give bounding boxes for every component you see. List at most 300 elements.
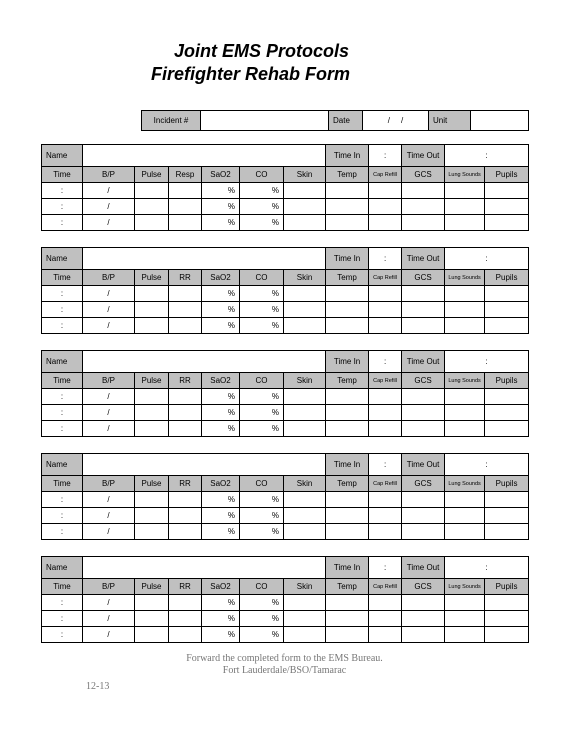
column-header: Pupils [485,167,529,183]
vitals-cell[interactable] [485,389,529,405]
vitals-cell[interactable] [485,421,529,437]
vitals-cell[interactable] [326,286,369,302]
vitals-cell[interactable] [402,405,445,421]
vitals-cell[interactable] [284,318,326,334]
column-header: Skin [284,167,326,183]
vitals-cell[interactable]: % [240,199,284,215]
column-header: Pupils [485,270,529,286]
vitals-cell[interactable] [135,286,169,302]
vitals-cell[interactable] [326,318,369,334]
column-header: Cap Refill [369,270,402,286]
vitals-cell[interactable] [284,183,326,199]
vitals-cell[interactable] [169,492,202,508]
vitals-cell[interactable] [169,286,202,302]
column-header: SaO2 [202,579,240,595]
time-in-label: Time In [326,351,369,373]
vitals-cell[interactable] [369,405,402,421]
vitals-cell[interactable]: / [83,508,135,524]
column-header: Lung Sounds [445,167,485,183]
vitals-cell[interactable] [169,524,202,540]
vitals-cell[interactable] [445,524,485,540]
vitals-cell[interactable] [445,405,485,421]
vitals-cell[interactable] [326,508,369,524]
vitals-cell[interactable] [369,318,402,334]
vitals-cell[interactable] [135,492,169,508]
vitals-cell[interactable] [135,627,169,643]
time-out-label: Time Out [402,557,445,579]
vitals-cell[interactable]: % [202,627,240,643]
column-header: CO [240,167,284,183]
vitals-cell[interactable] [445,318,485,334]
vitals-row [42,611,529,627]
vitals-cell[interactable] [485,595,529,611]
date-label: Date [329,111,363,131]
vitals-cell[interactable] [445,215,485,231]
vitals-cell[interactable]: % [240,421,284,437]
vitals-cell[interactable] [284,286,326,302]
name-field[interactable] [83,145,326,167]
name-field[interactable] [83,557,326,579]
vitals-cell[interactable] [369,524,402,540]
column-header: GCS [402,373,445,389]
time-in-field[interactable]: : [369,454,402,476]
column-header: CO [240,579,284,595]
column-header: Pulse [135,579,169,595]
vitals-section [41,247,529,334]
vitals-cell[interactable]: % [202,318,240,334]
vitals-cell[interactable] [369,389,402,405]
column-header: Pupils [485,373,529,389]
column-header: Pulse [135,373,169,389]
vitals-cell[interactable] [326,405,369,421]
incident-number-field[interactable] [201,111,329,131]
vitals-cell[interactable]: : [42,421,83,437]
column-header: Temp [326,167,369,183]
form-revision-code: 12-13 [86,681,110,692]
time-in-field[interactable]: : [369,248,402,270]
column-header: Lung Sounds [445,373,485,389]
vitals-cell[interactable]: : [42,183,83,199]
time-in-field[interactable]: : [369,351,402,373]
vitals-cell[interactable]: % [240,286,284,302]
time-out-label: Time Out [402,351,445,373]
name-label: Name [42,145,83,167]
vitals-cell[interactable] [445,492,485,508]
vitals-cell[interactable]: % [240,389,284,405]
column-header: Pupils [485,579,529,595]
vitals-cell[interactable] [445,199,485,215]
column-header: Skin [284,373,326,389]
vitals-cell[interactable] [369,286,402,302]
vitals-cell[interactable] [485,318,529,334]
vitals-cell[interactable]: : [42,286,83,302]
vitals-cell[interactable]: / [83,302,135,318]
vitals-row [42,389,529,405]
vitals-cell[interactable]: : [42,389,83,405]
column-header: Temp [326,476,369,492]
column-header: Time [42,476,83,492]
vitals-cell[interactable] [135,421,169,437]
time-out-field[interactable]: : [445,351,529,373]
vitals-cell[interactable] [369,492,402,508]
name-label: Name [42,454,83,476]
vitals-cell[interactable] [135,389,169,405]
column-header: Time [42,270,83,286]
vitals-section [41,144,529,231]
column-header: Lung Sounds [445,579,485,595]
vitals-cell[interactable] [169,595,202,611]
vitals-cell[interactable]: % [202,199,240,215]
vitals-cell[interactable] [369,627,402,643]
vitals-cell[interactable]: / [83,524,135,540]
column-header: Pulse [135,476,169,492]
column-header: Pupils [485,476,529,492]
vitals-cell[interactable]: / [83,318,135,334]
column-header: GCS [402,476,445,492]
vitals-cell[interactable] [445,302,485,318]
vitals-cell[interactable]: : [42,595,83,611]
column-header: GCS [402,579,445,595]
vitals-cell[interactable] [485,492,529,508]
vitals-cell[interactable] [445,508,485,524]
vitals-cell[interactable] [402,199,445,215]
vitals-cell[interactable]: : [42,302,83,318]
vitals-cell[interactable]: % [240,627,284,643]
vitals-row [42,215,529,231]
vitals-cell[interactable]: / [83,389,135,405]
vitals-cell[interactable]: % [240,611,284,627]
vitals-cell[interactable] [135,524,169,540]
vitals-cell[interactable] [402,318,445,334]
vitals-cell[interactable]: / [83,215,135,231]
column-header: CO [240,270,284,286]
vitals-cell[interactable]: % [202,215,240,231]
column-header: Pulse [135,167,169,183]
vitals-cell[interactable]: / [83,286,135,302]
column-header: Temp [326,579,369,595]
vitals-cell[interactable]: : [42,611,83,627]
vitals-cell[interactable] [284,492,326,508]
column-header: Lung Sounds [445,476,485,492]
vitals-cell[interactable] [169,215,202,231]
vitals-cell[interactable] [169,389,202,405]
vitals-cell[interactable] [445,421,485,437]
vitals-section [41,453,529,540]
vitals-cell[interactable] [135,199,169,215]
vitals-row [42,492,529,508]
vitals-cell[interactable] [135,508,169,524]
vitals-cell[interactable] [284,627,326,643]
vitals-cell[interactable] [445,595,485,611]
vitals-cell[interactable]: % [202,611,240,627]
column-header: Skin [284,476,326,492]
vitals-cell[interactable] [485,611,529,627]
unit-label: Unit [429,111,471,131]
vitals-cell[interactable] [402,595,445,611]
column-header: Temp [326,270,369,286]
vitals-cell[interactable]: % [240,318,284,334]
column-header: Time [42,373,83,389]
time-in-label: Time In [326,454,369,476]
column-header: RR [169,579,202,595]
vitals-cell[interactable] [284,421,326,437]
vitals-cell[interactable]: % [202,595,240,611]
vitals-cell[interactable] [402,421,445,437]
time-in-field[interactable]: : [369,557,402,579]
name-label: Name [42,248,83,270]
vitals-row [42,302,529,318]
column-header: Resp [169,167,202,183]
column-header: B/P [83,270,135,286]
vitals-row [42,286,529,302]
column-header: Time [42,167,83,183]
vitals-cell[interactable] [326,302,369,318]
vitals-cell[interactable]: % [202,302,240,318]
vitals-section [41,350,529,437]
name-field[interactable] [83,454,326,476]
column-header: Cap Refill [369,579,402,595]
vitals-cell[interactable]: % [240,524,284,540]
vitals-cell[interactable] [169,421,202,437]
vitals-cell[interactable] [326,215,369,231]
vitals-cell[interactable] [485,627,529,643]
vitals-section [41,556,529,643]
vitals-cell[interactable] [169,611,202,627]
vitals-cell[interactable] [284,199,326,215]
vitals-cell[interactable] [284,595,326,611]
column-header: CO [240,373,284,389]
vitals-cell[interactable] [135,595,169,611]
vitals-cell[interactable] [369,302,402,318]
vitals-cell[interactable] [485,302,529,318]
vitals-row [42,524,529,540]
column-header: B/P [83,167,135,183]
vitals-cell[interactable] [485,508,529,524]
vitals-cell[interactable] [326,183,369,199]
vitals-cell[interactable]: / [83,611,135,627]
vitals-row [42,405,529,421]
column-header: Cap Refill [369,373,402,389]
vitals-cell[interactable] [445,286,485,302]
time-out-label: Time Out [402,248,445,270]
column-header: SaO2 [202,167,240,183]
column-header: Lung Sounds [445,270,485,286]
vitals-cell[interactable] [135,405,169,421]
name-label: Name [42,557,83,579]
vitals-cell[interactable] [445,627,485,643]
time-out-label: Time Out [402,454,445,476]
vitals-cell[interactable] [369,421,402,437]
vitals-cell[interactable]: % [202,286,240,302]
vitals-cell[interactable]: % [202,421,240,437]
column-header: Cap Refill [369,476,402,492]
name-field[interactable] [83,248,326,270]
vitals-cell[interactable] [485,286,529,302]
column-header: GCS [402,270,445,286]
vitals-cell[interactable] [402,389,445,405]
vitals-cell[interactable] [169,318,202,334]
vitals-cell[interactable] [326,595,369,611]
vitals-cell[interactable]: / [83,595,135,611]
vitals-cell[interactable] [169,183,202,199]
time-in-label: Time In [326,145,369,167]
column-header: Skin [284,270,326,286]
vitals-cell[interactable] [369,199,402,215]
vitals-cell[interactable] [402,508,445,524]
time-in-label: Time In [326,557,369,579]
time-out-field[interactable]: : [445,454,529,476]
column-header: SaO2 [202,476,240,492]
vitals-cell[interactable] [169,627,202,643]
column-header: RR [169,476,202,492]
vitals-cell[interactable]: / [83,405,135,421]
vitals-cell[interactable] [445,611,485,627]
vitals-cell[interactable] [169,199,202,215]
vitals-row [42,595,529,611]
name-field[interactable] [83,351,326,373]
vitals-cell[interactable] [326,492,369,508]
time-in-label: Time In [326,248,369,270]
vitals-cell[interactable] [326,627,369,643]
date-field[interactable]: / / [363,111,429,131]
vitals-cell[interactable] [402,627,445,643]
vitals-cell[interactable]: / [83,627,135,643]
vitals-cell[interactable] [169,302,202,318]
time-out-label: Time Out [402,145,445,167]
vitals-cell[interactable] [485,524,529,540]
vitals-cell[interactable]: % [240,492,284,508]
vitals-cell[interactable]: % [202,183,240,199]
vitals-cell[interactable] [485,183,529,199]
column-header: B/P [83,476,135,492]
vitals-cell[interactable] [326,611,369,627]
column-header: Temp [326,373,369,389]
column-header: SaO2 [202,373,240,389]
vitals-row [42,508,529,524]
column-header: SaO2 [202,270,240,286]
vitals-cell[interactable] [402,524,445,540]
vitals-cell[interactable] [326,199,369,215]
vitals-cell[interactable] [402,302,445,318]
column-header: CO [240,476,284,492]
vitals-cell[interactable]: % [202,405,240,421]
vitals-row [42,199,529,215]
vitals-cell[interactable] [369,183,402,199]
vitals-cell[interactable] [485,199,529,215]
vitals-cell[interactable]: % [240,405,284,421]
column-header: Time [42,579,83,595]
vitals-cell[interactable] [284,405,326,421]
vitals-cell[interactable]: : [42,524,83,540]
vitals-cell[interactable]: % [202,389,240,405]
vitals-cell[interactable]: % [240,302,284,318]
time-in-field[interactable]: : [369,145,402,167]
vitals-cell[interactable]: : [42,508,83,524]
vitals-cell[interactable]: : [42,405,83,421]
column-header: Cap Refill [369,167,402,183]
footer-agencies: Fort Lauderdale/BSO/Tamarac [222,665,347,676]
vitals-cell[interactable] [445,389,485,405]
vitals-cell[interactable]: : [42,492,83,508]
vitals-cell[interactable] [369,508,402,524]
form-title-line-1: Joint EMS Protocols [174,41,350,61]
vitals-cell[interactable] [284,215,326,231]
vitals-cell[interactable] [169,508,202,524]
vitals-cell[interactable]: % [202,524,240,540]
vitals-row [42,627,529,643]
vitals-cell[interactable] [485,215,529,231]
incident-header-table [141,110,529,131]
column-header: Pulse [135,270,169,286]
vitals-cell[interactable] [135,302,169,318]
vitals-cell[interactable]: % [202,492,240,508]
vitals-row [42,183,529,199]
vitals-cell[interactable]: : [42,199,83,215]
vitals-cell[interactable]: % [240,508,284,524]
vitals-cell[interactable] [485,405,529,421]
vitals-cell[interactable]: / [83,421,135,437]
vitals-cell[interactable]: / [83,492,135,508]
vitals-cell[interactable] [284,389,326,405]
incident-number-label: Incident # [142,111,201,131]
vitals-cell[interactable] [445,183,485,199]
vitals-cell[interactable] [369,611,402,627]
column-header: RR [169,373,202,389]
vitals-cell[interactable] [169,405,202,421]
vitals-cell[interactable] [402,286,445,302]
vitals-cell[interactable]: % [240,215,284,231]
vitals-cell[interactable] [135,215,169,231]
vitals-cell[interactable]: / [83,183,135,199]
vitals-cell[interactable] [135,318,169,334]
vitals-cell[interactable]: % [202,508,240,524]
time-out-field[interactable]: : [445,145,529,167]
vitals-cell[interactable] [369,215,402,231]
name-label: Name [42,351,83,373]
footer-instruction: Forward the completed form to the EMS Bureau. [186,653,383,664]
column-header: Skin [284,579,326,595]
vitals-cell[interactable] [402,611,445,627]
vitals-cell[interactable] [284,508,326,524]
vitals-cell[interactable] [284,302,326,318]
vitals-cell[interactable] [369,595,402,611]
time-out-field[interactable]: : [445,557,529,579]
vitals-cell[interactable] [284,524,326,540]
vitals-cell[interactable] [402,183,445,199]
column-header: B/P [83,373,135,389]
vitals-cell[interactable] [135,611,169,627]
vitals-row [42,318,529,334]
vitals-cell[interactable] [326,524,369,540]
column-header: RR [169,270,202,286]
vitals-cell[interactable] [284,611,326,627]
unit-field[interactable] [471,111,529,131]
vitals-cell[interactable]: / [83,199,135,215]
vitals-cell[interactable] [326,389,369,405]
vitals-cell[interactable]: % [240,183,284,199]
vitals-cell[interactable] [135,183,169,199]
column-header: B/P [83,579,135,595]
vitals-cell[interactable] [326,421,369,437]
vitals-cell[interactable]: : [42,318,83,334]
vitals-cell[interactable] [402,492,445,508]
vitals-cell[interactable]: % [240,595,284,611]
time-out-field[interactable]: : [445,248,529,270]
vitals-cell[interactable]: : [42,627,83,643]
vitals-cell[interactable] [402,215,445,231]
vitals-cell[interactable]: : [42,215,83,231]
column-header: GCS [402,167,445,183]
